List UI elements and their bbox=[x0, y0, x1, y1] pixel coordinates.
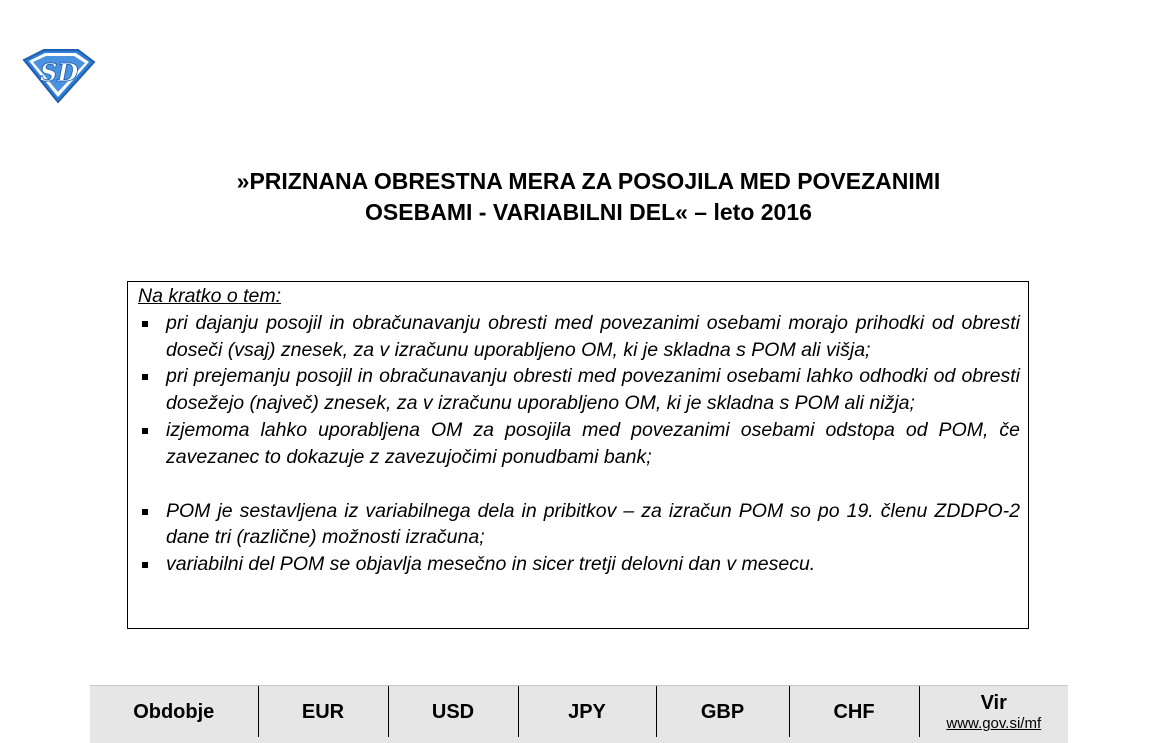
rates-table bbox=[90, 685, 1068, 738]
sd-logo bbox=[22, 48, 96, 104]
header-eur: EUR bbox=[258, 686, 388, 739]
header-period: Obdobje bbox=[90, 686, 258, 739]
source-label: Vir bbox=[980, 692, 1007, 714]
summary-item: POM je sestavljena iz variabilnega dela in pribitkov – za izračun POM so po 19. členu ZDDPO-2 dane tri (različne) možnosti izračuna; bbox=[138, 498, 1020, 552]
table-header-row bbox=[90, 686, 1068, 739]
document-title-line-1: »PRIZNANA OBRESTNA MERA ZA POSOJILA MED POVEZANIMI bbox=[236, 168, 941, 194]
header-chf: CHF bbox=[789, 686, 919, 739]
summary-item: variabilni del POM se objavlja mesečno in sicer tretji delovni dan v mesecu. bbox=[138, 551, 1020, 578]
summary-box bbox=[127, 281, 1029, 629]
summary-item: pri prejemanju posojil in obračunavanju obresti med povezanimi osebami lahko odhodki od obresti dosežejo (največ) znesek, za v izračunu uporabljeno OM, ki je skladna s POM ali nižja; bbox=[138, 363, 1020, 417]
summary-heading: Na kratko o tem: bbox=[138, 285, 282, 307]
header-usd: USD bbox=[388, 686, 518, 739]
header-source bbox=[919, 686, 1068, 739]
document-title bbox=[100, 166, 1077, 228]
header-gbp: GBP bbox=[656, 686, 789, 739]
summary-list bbox=[138, 310, 1020, 578]
header-jpy: JPY bbox=[518, 686, 656, 739]
svg-text:SD: SD bbox=[40, 58, 79, 87]
summary-item: pri dajanju posojil in obračunavanju obresti med povezanimi osebami morajo prihodki od obresti doseči (vsaj) znesek, za v izračunu uporabljeno OM, ki je skladna s POM ali višja; bbox=[138, 310, 1020, 364]
source-link[interactable]: www.gov.si/mf bbox=[946, 715, 1042, 732]
table-next-row-band bbox=[90, 737, 1068, 743]
document-title-line-2: OSEBAMI - VARIABILNI DEL« – leto 2016 bbox=[365, 199, 812, 225]
summary-item: izjemoma lahko uporabljena OM za posojila med povezanimi osebami odstopa od POM, če zavezanec to dokazuje z zavezujočimi ponudbami bank; bbox=[138, 417, 1020, 471]
